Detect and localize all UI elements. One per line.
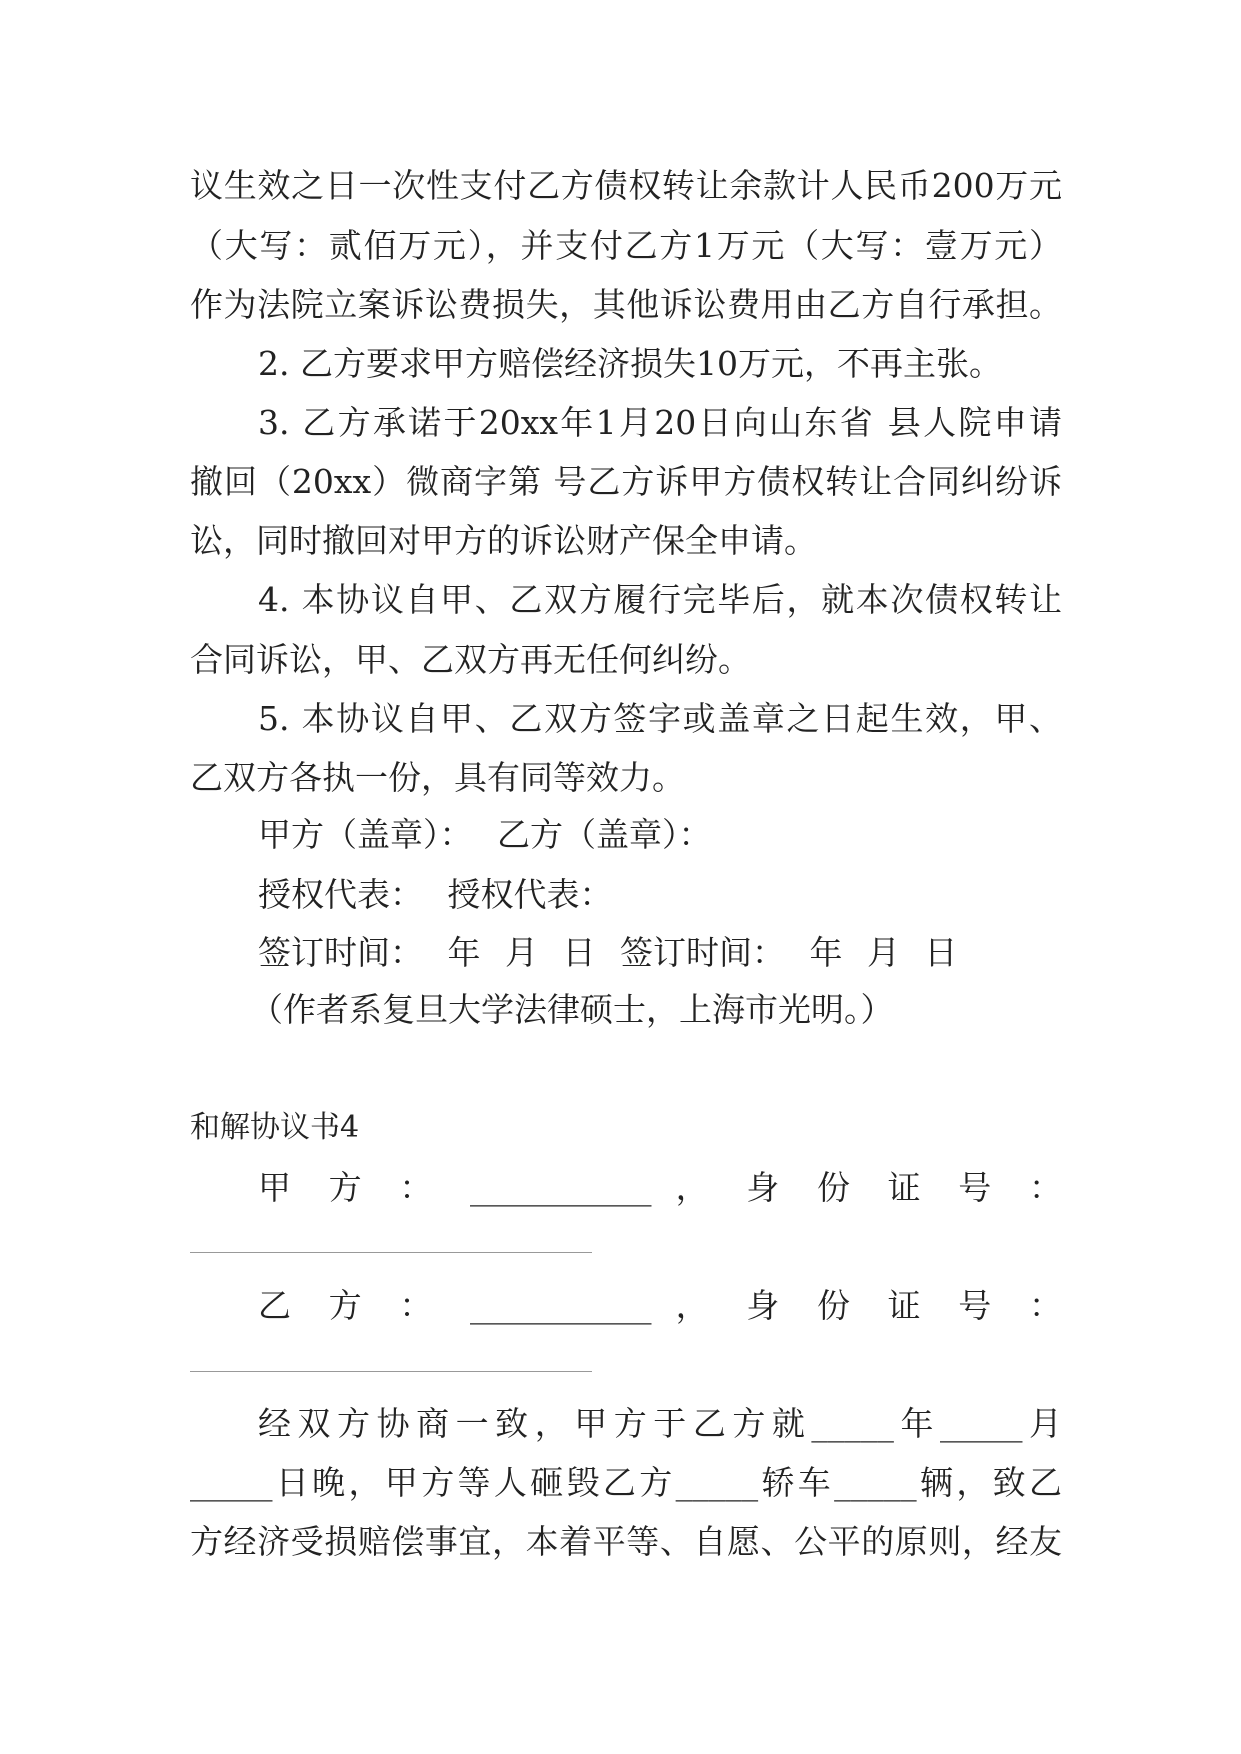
- signature-date-line: 签订时间： 年 月 日 签订时间： 年 月 日: [258, 933, 958, 972]
- body-line: _____日晚，甲方等人砸毁乙方_____轿车_____辆，致乙: [190, 1463, 1062, 1502]
- clause-4: 4. 本协议自甲、乙双方履行完毕后，就本次债权转让: [258, 580, 1062, 619]
- party-a-line: 甲 方 ： ___________ ， 身 份 证 号 ：: [258, 1168, 1062, 1207]
- text-line: 乙双方各执一份，具有同等效力。: [190, 758, 685, 797]
- party-b-id-blank: [190, 1371, 592, 1372]
- body-line: 方经济受损赔偿事宜，本着平等、自愿、公平的原则，经友: [190, 1522, 1062, 1561]
- text-line: 撤回（20xx）微商字第 号乙方诉甲方债权转让合同纠纷诉: [190, 462, 1062, 501]
- section-title: 和解协议书4: [190, 1110, 360, 1145]
- party-b-line: 乙 方 ： ___________ ， 身 份 证 号 ：: [258, 1286, 1062, 1325]
- author-note: （作者系复旦大学法律硕士，上海市光明。）: [250, 990, 894, 1029]
- text-line: （大写：贰佰万元），并支付乙方1万元（大写：壹万元）: [190, 226, 1062, 265]
- clause-2: 2. 乙方要求甲方赔偿经济损失10万元，不再主张。: [258, 344, 1002, 383]
- clause-5: 5. 本协议自甲、乙双方签字或盖章之日起生效，甲、: [258, 699, 1062, 738]
- text-line: 合同诉讼，甲、乙双方再无任何纠纷。: [190, 640, 751, 679]
- text-line: 作为法院立案诉讼费损失，其他诉讼费用由乙方自行承担。: [190, 285, 1062, 324]
- clause-3: 3. 乙方承诺于20xx年1月20日向山东省 县人院申请: [258, 403, 1062, 442]
- text-line: 讼，同时撤回对甲方的诉讼财产保全申请。: [190, 521, 817, 560]
- body-line: 经双方协商一致，甲方于乙方就_____年_____月: [258, 1404, 1062, 1443]
- signature-seal-line: 甲方（盖章）： 乙方（盖章）：: [258, 815, 712, 854]
- party-a-id-blank: [190, 1252, 592, 1253]
- signature-rep-line: 授权代表： 授权代表：: [258, 875, 613, 914]
- text-line: 议生效之日一次性支付乙方债权转让余款计人民币200万元: [190, 166, 1062, 205]
